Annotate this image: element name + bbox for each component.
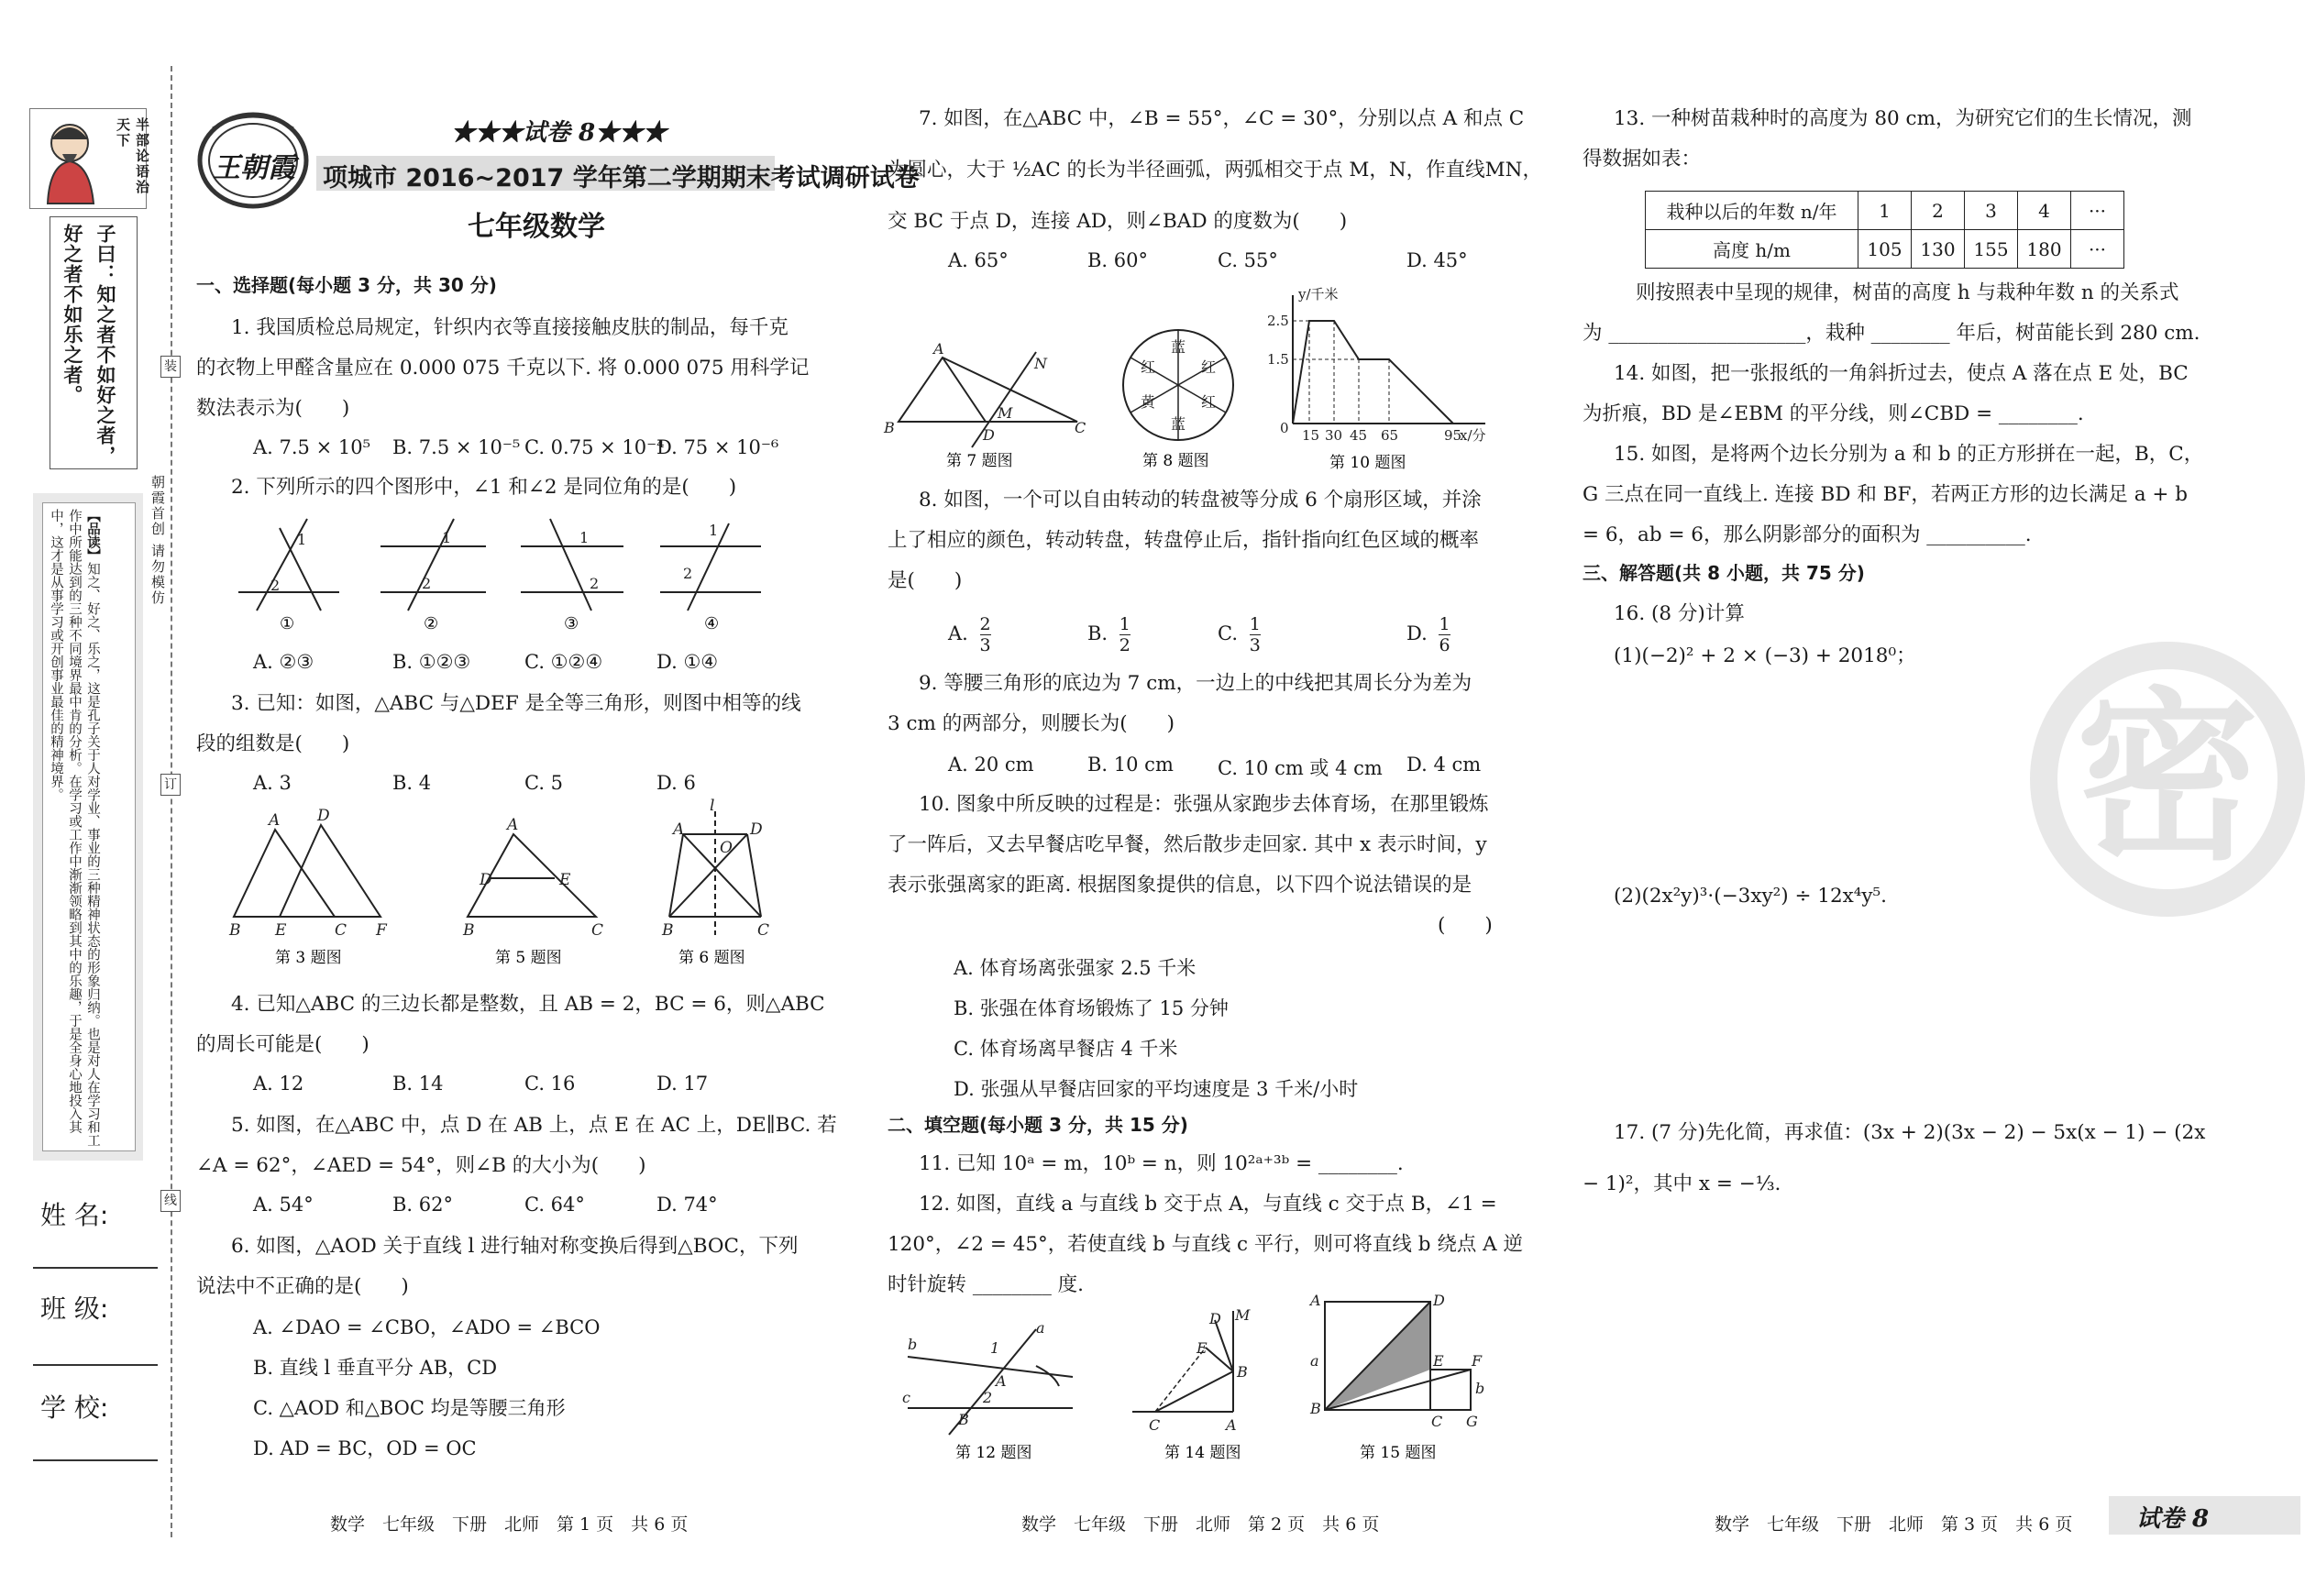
q13b-line2: 为 ____________________，栽种 ________ 年后，树苗能长到 280 cm.	[1583, 322, 2200, 345]
paper-number: ★★★试卷 8★★★	[451, 119, 667, 147]
fig10-ytick-1: 2.5	[1267, 313, 1289, 329]
q5-opt-c[interactable]: C. 64°	[524, 1194, 585, 1216]
q10-opt-b[interactable]: B. 张强在体育场锻炼了 15 分钟	[954, 997, 1229, 1019]
q3-opt-c[interactable]: C. 5	[524, 772, 564, 794]
q8-line3: 是( )	[888, 569, 963, 592]
table-cell: 180	[2018, 230, 2071, 269]
class-field[interactable]	[33, 1364, 158, 1366]
q6-opt-c[interactable]: C. △AOD 和△BOC 均是等腰三角形	[253, 1397, 566, 1419]
svg-text:a: a	[1036, 1319, 1045, 1337]
fig10-xtick-4: 65	[1381, 427, 1399, 444]
svg-text:E: E	[275, 921, 287, 940]
q10-line4: ( )	[1438, 914, 1493, 937]
fig12-caption: 第 12 题图	[955, 1444, 1032, 1462]
q5-line2: ∠A = 62°，∠AED = 54°，则∠B 的大小为( )	[196, 1154, 646, 1177]
q17-line2: − 1)²，其中 x = −⅓.	[1583, 1172, 1781, 1195]
q10-line1: 10. 图象中所反映的过程是：张强从家跑步去体育场，在那里锻炼	[919, 793, 1489, 816]
q14-line1: 14. 如图，把一张报纸的一角斜折过去，使点 A 落在点 E 处，BC	[1614, 362, 2189, 385]
copyright-note: 朝霞首创 请勿模仿	[149, 475, 166, 606]
fig7-caption: 第 7 题图	[946, 452, 1013, 470]
svg-text:2: 2	[590, 575, 600, 592]
svg-text:D: D	[480, 871, 492, 889]
fig6-caption: 第 6 题图	[678, 949, 745, 967]
svg-text:C: C	[1075, 419, 1086, 436]
svg-text:c: c	[902, 1389, 910, 1406]
q4-opt-a[interactable]: A. 12	[253, 1073, 304, 1095]
q10-opt-a[interactable]: A. 体育场离张强家 2.5 千米	[954, 957, 1197, 979]
q7-opt-a[interactable]: A. 65°	[948, 249, 1009, 271]
name-label: 姓 名:	[40, 1200, 109, 1230]
table-cell: 130	[1912, 230, 1965, 269]
q10-opt-d[interactable]: D. 张强从早餐店回家的平均速度是 3 千米/小时	[954, 1078, 1359, 1100]
svg-text:B: B	[1310, 1400, 1321, 1417]
svg-text:G: G	[1466, 1413, 1478, 1430]
table-header-cell: 1	[1858, 192, 1912, 230]
q1-opt-d[interactable]: D. 75 × 10⁻⁶	[656, 436, 779, 458]
q8-opt-a[interactable]: A. $\frac{2}{3}$	[948, 614, 991, 655]
q6-opt-d[interactable]: D. AD = BC，OD = OC	[253, 1437, 477, 1459]
q8-opt-d[interactable]: D. $\frac{1}{6}$	[1406, 614, 1450, 655]
q16-text: 16. (8 分)计算	[1614, 602, 1745, 625]
q8-opt-c[interactable]: C. $\frac{1}{3}$	[1218, 614, 1261, 655]
seal-mark-3: 线	[160, 1190, 181, 1212]
svg-text:M: M	[998, 404, 1013, 422]
table-cell: 105	[1858, 230, 1912, 269]
q7-opt-d[interactable]: D. 45°	[1406, 249, 1468, 271]
svg-text:1: 1	[442, 529, 452, 546]
fig10-xtick-2: 30	[1325, 427, 1343, 444]
q9-line2: 3 cm 的两部分，则腰长为( )	[888, 712, 1175, 735]
svg-text:1: 1	[990, 1339, 1000, 1357]
q8-opt-b[interactable]: B. $\frac{1}{2}$	[1087, 614, 1130, 655]
svg-text:A: A	[673, 820, 685, 839]
svg-text:E: E	[1197, 1339, 1208, 1357]
fig14	[1123, 1302, 1288, 1467]
q3-opt-b[interactable]: B. 4	[392, 772, 432, 794]
fig7	[880, 330, 1100, 477]
q6-line2: 说法中不正确的是( )	[196, 1275, 409, 1298]
exam-title: 项城市 2016~2017 学年第二学期期末考试调研试卷	[323, 164, 920, 193]
q13b-line1: 则按照表中呈现的规律，树苗的高度 h 与栽种年数 n 的关系式	[1636, 281, 2179, 304]
svg-text:D: D	[750, 820, 763, 839]
q5-line1: 5. 如图，在△ABC 中，点 D 在 AB 上，点 E 在 AC 上，DE∥BC. 若	[231, 1114, 837, 1137]
fig10-graph	[1256, 286, 1494, 479]
q16-part1: (1)(−2)² + 2 × (−3) + 2018⁰；	[1614, 644, 1916, 667]
q2-opt-c[interactable]: C. ①②④	[524, 651, 603, 673]
q5-opt-b[interactable]: B. 62°	[392, 1194, 454, 1216]
q8-line2: 上了相应的颜色，转动转盘，转盘停止后，指针指向红色区域的概率	[888, 529, 1480, 552]
q10-line2: 了一阵后，又去早餐店吃早餐，然后散步走回家. 其中 x 表示时间，y	[888, 833, 1487, 856]
fig10-ylabel: y/千米	[1298, 286, 1339, 303]
q10-line3: 表示张强离家的距离. 根据图象提供的信息，以下四个说法错误的是	[888, 874, 1472, 897]
q4-line2: 的周长可能是( )	[196, 1033, 369, 1056]
table-header-cell: 栽种以后的年数 n/年	[1646, 192, 1858, 230]
section-fill: 二、填空题(每小题 3 分，共 15 分)	[888, 1114, 1188, 1136]
q7-line3: 交 BC 于点 D，连接 AD，则∠BAD 的度数为( )	[888, 210, 1348, 233]
footer-page-3: 数学 七年级 下册 北师 第 3 页 共 6 页	[1715, 1514, 2073, 1535]
svg-text:M: M	[1235, 1306, 1251, 1324]
q7-line1: 7. 如图，在△ABC 中，∠B = 55°，∠C = 30°，分别以点 A 和点 C	[919, 107, 1525, 130]
q1-line2: 的衣物上甲醛含量应在 0.000 075 千克以下. 将 0.000 075 用科学记	[196, 357, 810, 380]
q1-line1: 1. 我国质检总局规定，针织内衣等直接接触皮肤的制品，每千克	[231, 316, 789, 339]
q3-line1: 3. 已知：如图，△ABC 与△DEF 是全等三角形，则图中相等的线	[231, 692, 801, 715]
q2-text: 2. 下列所示的四个图形中，∠1 和∠2 是同位角的是( )	[231, 476, 737, 499]
svg-text:l: l	[710, 797, 715, 815]
q1-opt-b[interactable]: B. 7.5 × 10⁻⁵	[392, 436, 521, 458]
svg-text:C: C	[1431, 1413, 1443, 1430]
seal-mark-2: 订	[160, 774, 181, 796]
q12-line1: 12. 如图，直线 a 与直线 b 交于点 A，与直线 c 交于点 B，∠1 =	[919, 1193, 1497, 1216]
school-field[interactable]	[33, 1459, 158, 1461]
spinner-sector-1: 蓝	[1171, 338, 1186, 356]
q2-opt-b[interactable]: B. ①②③	[392, 651, 471, 673]
svg-text:b: b	[908, 1336, 918, 1353]
svg-text:a: a	[1310, 1352, 1319, 1370]
svg-text:2: 2	[422, 575, 432, 592]
svg-text:F: F	[1472, 1352, 1483, 1370]
q2-figures	[229, 510, 770, 638]
seal-mark-1: 装	[160, 356, 181, 378]
table-cell: 155	[1965, 230, 2018, 269]
svg-text:B: B	[884, 419, 895, 436]
q3-opt-d[interactable]: D. 6	[656, 772, 696, 794]
q12-line2: 120°，∠2 = 45°，若使直线 b 与直线 c 平行，则可将直线 b 绕点 A 逆	[888, 1233, 1524, 1256]
fig12	[899, 1320, 1100, 1467]
q4-line1: 4. 已知△ABC 的三边长都是整数，且 AB = 2，BC = 6，则△ABC	[231, 993, 825, 1016]
q10-opt-c[interactable]: C. 体育场离早餐店 4 千米	[954, 1038, 1178, 1060]
svg-text:C: C	[335, 921, 347, 940]
q5-opt-a[interactable]: A. 54°	[253, 1194, 314, 1216]
svg-text:A: A	[1310, 1292, 1321, 1309]
q11-text: 11. 已知 10ᵃ = m，10ᵇ = n，则 10²ᵃ⁺³ᵇ = ________.	[919, 1152, 1404, 1175]
table-header-cell: ···	[2071, 192, 2124, 230]
section-choice: 一、选择题(每小题 3 分，共 30 分)	[196, 274, 497, 296]
q5-opt-d[interactable]: D. 74°	[656, 1194, 718, 1216]
q7-opt-b[interactable]: B. 60°	[1087, 249, 1149, 271]
q4-opt-d[interactable]: D. 17	[656, 1073, 709, 1095]
subject-title: 七年级数学	[468, 211, 605, 243]
q13-line1: 13. 一种树苗栽种时的高度为 80 cm，为研究它们的生长情况，测	[1614, 107, 2192, 130]
q2-fig-label-2: ②	[424, 614, 439, 633]
q15-line2: G 三点在同一直线上. 连接 BD 和 BF，若两正方形的边长满足 a + b	[1583, 483, 2189, 506]
q7-line2: 为圆心，大于 ½AC 的长为半径画弧，两弧相交于点 M，N，作直线MN，	[888, 159, 1542, 182]
svg-text:E: E	[1433, 1352, 1444, 1370]
svg-text:D: D	[1209, 1310, 1221, 1327]
fig10-xtick-1: 15	[1302, 427, 1320, 444]
q17-line1: 17. (7 分)先化简，再求值：(3x + 2)(3x − 2) − 5x(x − 1) − (2x	[1614, 1121, 2206, 1144]
section-solve: 三、解答题(共 8 小题，共 75 分)	[1583, 562, 1865, 584]
svg-text:O: O	[720, 839, 733, 857]
confucius-avatar	[35, 114, 106, 204]
svg-text:2: 2	[683, 565, 693, 582]
table-header-cell: 3	[1965, 192, 2018, 230]
q2-opt-d[interactable]: D. ①④	[656, 651, 719, 673]
fig15-caption: 第 15 题图	[1360, 1444, 1437, 1462]
fig5-caption: 第 5 题图	[495, 949, 562, 967]
reading-text: 知之、好之、乐之，这是孔子关于人对学业、事业的三种精神状态的形象归纳。也是对人在学习和工作中所能达到的三种不同境界最中肯的分析。在学习或工作中渐渐领略到其中的乐趣，于是全身心地投入其中，这才是从事学习或开创事业最佳的精神境界。	[49, 509, 100, 1147]
svg-text:1: 1	[297, 531, 307, 548]
q6-opt-b[interactable]: B. 直线 l 垂直平分 AB，CD	[253, 1357, 498, 1379]
table-header-cell: 2	[1912, 192, 1965, 230]
school-label: 学 校:	[40, 1392, 109, 1423]
svg-text:C: C	[591, 921, 604, 940]
svg-text:A: A	[507, 816, 519, 834]
brand-name: 王朝霞	[213, 152, 295, 184]
fig10-xtick-5: 95	[1444, 427, 1462, 444]
svg-text:B: B	[1237, 1363, 1248, 1381]
svg-text:B: B	[463, 921, 475, 940]
q2-fig-label-1: ①	[280, 614, 295, 633]
svg-text:F: F	[376, 921, 387, 940]
q9-line1: 9. 等腰三角形的底边为 7 cm，一边上的中线把其周长分为差为	[919, 672, 1472, 695]
class-label: 班 级:	[40, 1293, 109, 1324]
fig8-spinner	[1109, 321, 1247, 477]
q3-opt-a[interactable]: A. 3	[253, 772, 292, 794]
q15-line3: = 6，ab = 6，那么阴影部分的面积为 __________.	[1583, 523, 2032, 546]
spinner-sector-5: 黄	[1141, 393, 1156, 411]
quote-line-1: 子曰：知之者不如好之者，	[94, 224, 116, 466]
q9-opt-c[interactable]: C. 10 cm 或 4 cm	[1218, 757, 1383, 779]
svg-text:D: D	[1433, 1292, 1445, 1309]
growth-table	[1645, 191, 2124, 269]
footer-page-1: 数学 七年级 下册 北师 第 1 页 共 6 页	[330, 1514, 689, 1535]
svg-text:E: E	[559, 871, 571, 889]
q6-opt-a[interactable]: A. ∠DAO = ∠CBO，∠ADO = ∠BCO	[253, 1316, 601, 1338]
stamp-text: 密	[2075, 672, 2259, 886]
svg-text:A: A	[1226, 1416, 1237, 1434]
reading-label: 【品读】	[85, 509, 101, 562]
fig10-origin: 0	[1280, 420, 1289, 436]
footer-page-2: 数学 七年级 下册 北师 第 2 页 共 6 页	[1021, 1514, 1380, 1535]
q7-opt-c[interactable]: C. 55°	[1218, 249, 1278, 271]
table-cell: ···	[2071, 230, 2124, 269]
svg-text:A: A	[996, 1372, 1007, 1390]
fig15	[1297, 1293, 1499, 1467]
quote-line-2: 好之者不如乐之者。	[61, 224, 83, 405]
spinner-sector-3: 红	[1201, 393, 1217, 411]
svg-text:A: A	[269, 811, 281, 830]
svg-text:2: 2	[270, 577, 281, 594]
q2-fig-label-4: ④	[704, 614, 720, 633]
q4-opt-b[interactable]: B. 14	[392, 1073, 444, 1095]
fig10-caption: 第 10 题图	[1329, 454, 1406, 472]
q12-line3: 时针旋转 ________ 度.	[888, 1273, 1085, 1296]
table-cell: 高度 h/m	[1646, 230, 1858, 269]
q2-opt-a[interactable]: A. ②③	[253, 651, 314, 673]
spinner-sector-6: 红	[1141, 358, 1156, 376]
q8-line1: 8. 如图，一个可以自由转动的转盘被等分成 6 个扇形区域，并涂	[919, 489, 1482, 512]
fig14-caption: 第 14 题图	[1164, 1444, 1241, 1462]
q3-line2: 段的组数是( )	[196, 732, 350, 755]
svg-text:C: C	[1149, 1416, 1161, 1434]
q9-opt-b[interactable]: B. 10 cm	[1087, 754, 1174, 776]
svg-text:2: 2	[983, 1389, 993, 1406]
fig3-caption: 第 3 题图	[275, 949, 342, 967]
motto-top: 半部论语治天下	[115, 117, 150, 195]
fig8-caption: 第 8 题图	[1142, 452, 1209, 470]
q9-opt-a[interactable]: A. 20 cm	[948, 754, 1034, 776]
svg-text:b: b	[1475, 1380, 1485, 1397]
spinner-sector-4: 蓝	[1171, 415, 1186, 433]
svg-text:B: B	[229, 921, 241, 940]
fig10-ytick-2: 1.5	[1267, 351, 1289, 368]
svg-text:1: 1	[579, 529, 590, 546]
svg-text:1: 1	[709, 522, 719, 539]
q9-opt-d[interactable]: D. 4 cm	[1406, 754, 1482, 776]
q14-line2: 为折痕，BD 是∠EBM 的平分线，则∠CBD = ________.	[1583, 402, 2084, 425]
q6-line1: 6. 如图，△AOD 关于直线 l 进行轴对称变换后得到△BOC，下列	[231, 1235, 799, 1258]
q2-fig-label-3: ③	[564, 614, 579, 633]
footer-tag: 试卷 8	[2136, 1505, 2210, 1533]
q16-part2: (2)(2x²y)³·(−3xy²) ÷ 12x⁴y⁵.	[1614, 885, 1887, 908]
table-header-cell: 4	[2018, 192, 2071, 230]
svg-text:D: D	[983, 426, 995, 444]
fig10-xtick-3: 45	[1350, 427, 1368, 444]
table-row	[1646, 192, 2124, 230]
confidential-stamp	[2030, 642, 2305, 917]
reading-inner	[42, 502, 136, 1151]
svg-text:N: N	[1034, 355, 1047, 372]
svg-text:A: A	[933, 340, 944, 358]
binding-line	[171, 66, 172, 1537]
spinner-sector-2: 红	[1201, 358, 1217, 376]
q15-line1: 15. 如图，是将两个边长分别为 a 和 b 的正方形拼在一起，B，C，	[1614, 443, 2204, 466]
svg-text:C: C	[757, 921, 770, 940]
q1-line3: 数法表示为( )	[196, 397, 350, 420]
q4-opt-c[interactable]: C. 16	[524, 1073, 576, 1095]
q1-opt-c[interactable]: C. 0.75 × 10⁻⁴	[524, 436, 665, 458]
svg-text:D: D	[317, 807, 330, 825]
svg-text:B: B	[662, 921, 674, 940]
fig10-xlabel: x/分	[1460, 427, 1486, 444]
name-field[interactable]	[33, 1267, 158, 1269]
q1-opt-a[interactable]: A. 7.5 × 10⁵	[253, 436, 370, 458]
svg-text:B: B	[958, 1411, 969, 1428]
table-row	[1646, 230, 2124, 269]
q13-line2: 得数据如表：	[1583, 148, 1702, 171]
figures-3-5-6	[220, 797, 770, 972]
